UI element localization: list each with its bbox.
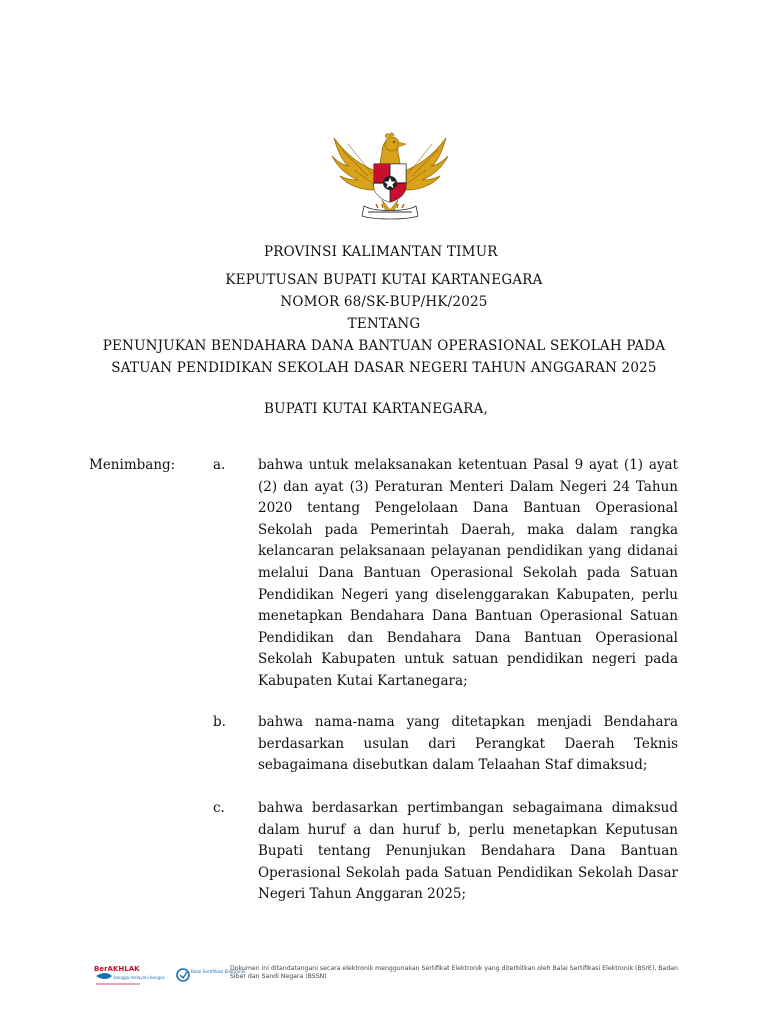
logo1-text: BerAKHLAK	[94, 965, 140, 973]
electronic-signature-footer	[92, 962, 692, 992]
considering-item-letter: c.	[213, 800, 225, 816]
province-name: PROVINSI KALIMANTAN TIMUR	[264, 244, 498, 260]
considering-label: Menimbang:	[89, 457, 176, 473]
considering-item-text: bahwa untuk melaksanakan ketentuan Pasal 9 ayat (1) ayat (2) dan ayat (3) Peraturan Menteri Dalam Negeri 24 Tahun 2020 tentang Pengelolaan Dana Bantuan Operasional Sekolah pada Pemerintah Daerah, maka dalam rangka kelancaran pelaksanaan pelayanan pendidikan yang didanai melalui Dana Bantuan Operasional Sekolah pada Satuan Pendidikan Negeri yang diselenggarakan Kabupaten, perlu menetapkan Bendahara Dana Bantuan Operasional Satuan Pendidikan dan Bendahara Dana Bantuan Operasional Sekolah Kabupaten untuk satuan pendidikan negeri pada Kabupaten Kutai Kartanegara;	[258, 457, 678, 689]
considering-item-letter: b.	[213, 714, 226, 730]
considering-item-letter: a.	[213, 457, 226, 473]
decree-subject-line-1: PENUNJUKAN BENDAHARA DANA BANTUAN OPERASIONAL SEKOLAH PADA	[102, 338, 666, 354]
bsre-logo-icon	[176, 964, 246, 986]
berakhlak-logo-icon	[92, 962, 165, 988]
considering-item-text: bahwa berdasarkan pertimbangan sebagaimana dimaksud dalam huruf a dan huruf b, perlu menetapkan Keputusan Bupati tentang Penunjukan Bendahara Dana Bantuan Operasional Sekolah pada Satuan Pendidikan Sekolah Dasar Negeri Tahun Anggaran 2025;	[258, 800, 678, 903]
electronic-signature-notice: Dokumen ini ditandatangani secara elektronik menggunakan Sertifikat Elektronik yang diterbitkan oleh Balai Sertifikasi Elektronik (BSrE), Badan Siber dan Sandi Negara (BSSN)	[230, 965, 678, 980]
regent-title: BUPATI KUTAI KARTANEGARA,	[264, 401, 489, 417]
decree-number: NOMOR 68/SK-BUP/HK/2025	[280, 294, 488, 310]
logo1-sub: bangga melayani bangsa	[114, 975, 165, 980]
logo2-text: Balai Sertifikasi Elektronik	[191, 969, 246, 974]
decree-subject-line-2: SATUAN PENDIDIKAN SEKOLAH DASAR NEGERI TAHUN ANGGARAN 2025	[111, 360, 657, 376]
decree-title: KEPUTUSAN BUPATI KUTAI KARTANEGARA	[225, 272, 543, 288]
considering-item-text: bahwa nama-nama yang ditetapkan menjadi Bendahara berdasarkan usulan dari Perangkat Daerah Teknis sebagaimana disebutkan dalam Telaahan Staf dimaksud;	[258, 714, 678, 774]
garuda-pancasila-emblem-icon	[328, 130, 452, 222]
decree-about-label: TENTANG	[347, 316, 421, 332]
